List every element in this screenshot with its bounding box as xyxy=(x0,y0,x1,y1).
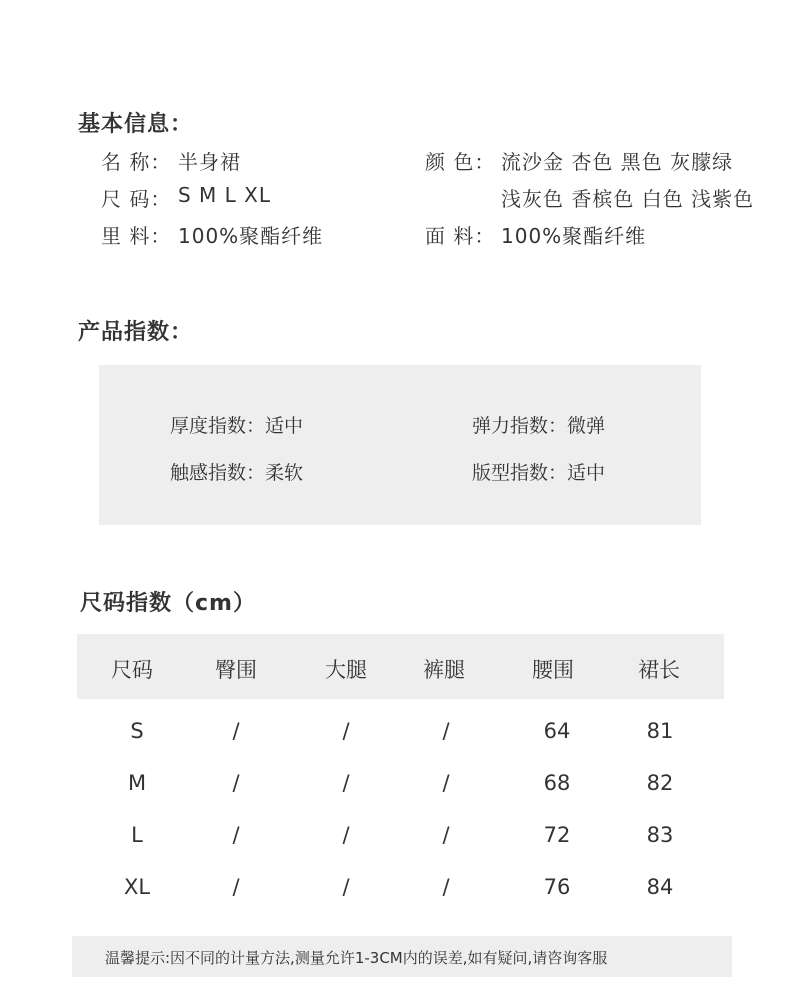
table-cell: / xyxy=(442,823,450,847)
fabric-label: 面 料： xyxy=(425,224,496,248)
table-cell: / xyxy=(342,771,350,795)
thickness-index: 厚度指数：适中 xyxy=(170,415,304,437)
table-cell: 82 xyxy=(646,771,674,795)
table-cell: 83 xyxy=(646,823,674,847)
table-cell: 72 xyxy=(543,823,571,847)
elasticity-index: 弹力指数：微弹 xyxy=(472,415,606,437)
table-cell: / xyxy=(442,875,450,899)
table-cell: / xyxy=(232,771,240,795)
table-cell: 64 xyxy=(543,719,571,743)
color-label: 颜 色： xyxy=(425,150,496,174)
table-cell: / xyxy=(232,719,240,743)
header-waist: 腰围 xyxy=(532,658,574,682)
basic-info-title: 基本信息： xyxy=(78,112,194,137)
table-cell: / xyxy=(232,823,240,847)
header-skirt-length: 裙长 xyxy=(638,658,680,682)
product-index-panel xyxy=(99,365,701,525)
table-cell: XL xyxy=(123,875,151,899)
touch-index: 触感指数：柔软 xyxy=(170,462,304,484)
lining-value: 100%聚酯纤维 xyxy=(178,224,324,248)
size-value: S M L XL xyxy=(178,183,272,207)
table-cell: 68 xyxy=(543,771,571,795)
lining-label: 里 料： xyxy=(101,224,172,248)
color-value-line1: 流沙金 杏色 黑色 灰朦绿 xyxy=(501,150,734,174)
header-leg: 裤腿 xyxy=(423,658,465,682)
size-table-title: 尺码指数（cm） xyxy=(80,591,256,616)
table-cell: / xyxy=(342,823,350,847)
color-value-line2: 浅灰色 香槟色 白色 浅紫色 xyxy=(501,187,755,211)
header-size: 尺码 xyxy=(111,658,153,682)
table-cell: 84 xyxy=(646,875,674,899)
header-thigh: 大腿 xyxy=(325,658,367,682)
table-cell: S xyxy=(130,719,144,743)
name-value: 半身裙 xyxy=(178,150,241,174)
table-cell: L xyxy=(131,823,143,847)
fit-index: 版型指数：适中 xyxy=(472,462,606,484)
table-cell: / xyxy=(342,719,350,743)
name-label: 名 称： xyxy=(101,150,172,174)
table-cell: 81 xyxy=(646,719,674,743)
table-cell: M xyxy=(127,771,147,795)
table-cell: / xyxy=(232,875,240,899)
footer-note: 温馨提示:因不同的计量方法,测量允许1-3CM内的误差,如有疑问,请咨询客服 xyxy=(105,949,608,967)
product-index-title: 产品指数： xyxy=(78,320,194,345)
header-hip: 臀围 xyxy=(215,658,257,682)
table-cell: / xyxy=(442,719,450,743)
table-cell: / xyxy=(442,771,450,795)
size-label: 尺 码： xyxy=(101,187,172,211)
table-cell: / xyxy=(342,875,350,899)
fabric-value: 100%聚酯纤维 xyxy=(501,224,647,248)
table-cell: 76 xyxy=(543,875,571,899)
